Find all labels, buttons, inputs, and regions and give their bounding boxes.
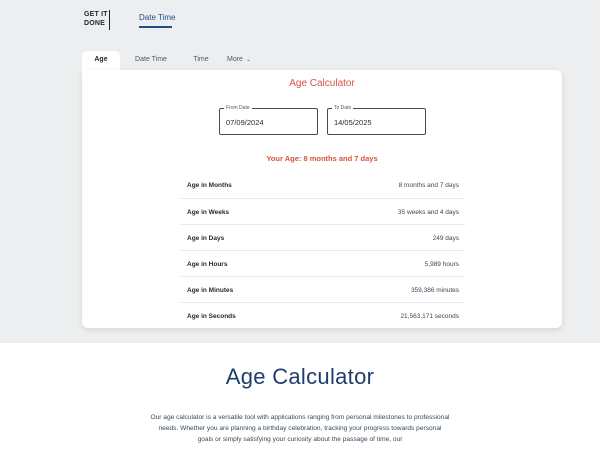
to-date-field[interactable]: [327, 105, 426, 135]
calculator-tabs: [82, 51, 258, 70]
tab-age-label: Age: [94, 56, 108, 63]
site-logo[interactable]: [84, 10, 108, 28]
tab-date-time-label: Date Time: [135, 56, 167, 63]
table-row: [181, 172, 465, 198]
nav-link-date-time[interactable]: Date Time: [139, 13, 176, 22]
row-value: 249 days: [432, 235, 459, 242]
table-row: [181, 302, 465, 328]
row-label: Age in Weeks: [187, 209, 230, 216]
row-value: 21,563,171 seconds: [400, 313, 459, 320]
card-title: Age Calculator: [289, 78, 355, 89]
page-title: Age Calculator: [225, 364, 375, 389]
tab-age[interactable]: [82, 51, 120, 70]
from-date-value[interactable]: 07/09/2024: [226, 118, 264, 127]
row-value: 35 weeks and 4 days: [397, 209, 459, 216]
logo-divider: [109, 10, 110, 30]
row-value: 8 months and 7 days: [398, 182, 459, 189]
tab-more-label: More: [227, 56, 243, 63]
table-row: [181, 224, 465, 250]
row-label: Age in Months: [187, 182, 232, 189]
table-row: [181, 250, 465, 276]
row-label: Age in Hours: [187, 261, 228, 268]
row-label: Age in Seconds: [187, 313, 236, 320]
tab-date-time[interactable]: [120, 51, 182, 70]
page-description: Our age calculator is a versatile tool with applications ranging from personal milestones to professional needs. Whether you are planning a birthday celebration, tracking your progress towards personal goals or simply satisfying your curiosity about the passage of time, our: [150, 414, 450, 443]
logo-line-1: GET IT: [84, 11, 108, 18]
row-value: 5,989 hours: [424, 261, 459, 268]
age-calculator-card: [82, 70, 562, 328]
to-date-label: To Date: [334, 105, 352, 111]
row-label: Age in Minutes: [187, 287, 234, 294]
logo-line-2: DONE: [84, 20, 106, 27]
table-row: [181, 276, 465, 302]
tab-more[interactable]: [220, 51, 258, 70]
row-value: 359,386 minutes: [410, 287, 459, 294]
table-row: [181, 198, 465, 224]
tab-time[interactable]: [182, 51, 220, 70]
age-breakdown-table: [181, 172, 465, 328]
chevron-down-icon: ⌄: [245, 57, 251, 63]
row-label: Age in Days: [187, 235, 225, 242]
age-result: Your Age: 8 months and 7 days: [266, 154, 378, 163]
tab-time-label: Time: [193, 56, 209, 63]
to-date-value[interactable]: 14/05/2025: [334, 118, 372, 127]
from-date-field[interactable]: [219, 105, 318, 135]
from-date-label: From Date: [226, 105, 250, 111]
